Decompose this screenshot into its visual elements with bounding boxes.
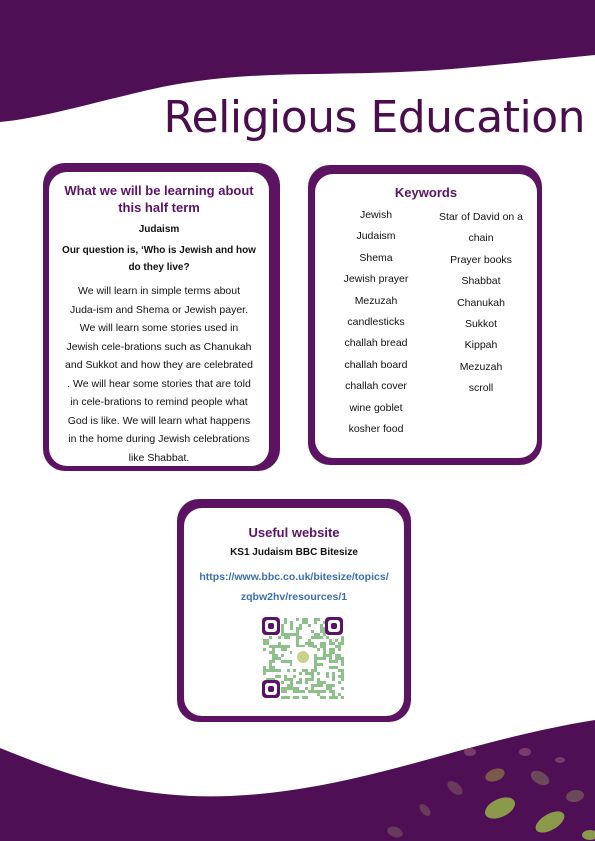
keyword-item: Prayer books [450,253,512,266]
website-heading: Useful website [248,525,340,540]
keywords-right-list [431,207,531,440]
learning-question: Our question is, ‘Who is Jewish and how do they live? [62,245,256,273]
keyword-item: wine goblet [349,401,403,414]
keyword-item: candlesticks [347,316,405,329]
keyword-item: Jewish [359,209,393,221]
page-title: Religious Education [163,92,585,143]
qr-code-icon[interactable] [262,617,344,699]
keyword-item: challah cover [345,380,407,393]
keyword-item: Star of David on a chain [438,211,524,245]
keyword-item: Shema [359,251,393,264]
keyword-item: Sukkot [464,318,498,331]
learning-card [49,172,269,466]
keyword-item: Shabbat [461,275,501,288]
keyword-item: scroll [468,382,494,395]
website-link[interactable]: https://www.bbc.co.uk/bitesize/topics/zqbw2hv/resources/1 [199,571,389,603]
learning-heading: What we will be learning about this half term [64,183,254,215]
keywords-card [315,174,537,458]
keyword-item: Mezuzah [459,360,503,373]
keyword-item: Jewish prayer [343,273,409,286]
keyword-item: challah bread [344,337,408,350]
keyword-item: challah board [344,358,408,371]
keyword-item: Judaism [356,230,396,243]
keywords-heading: Keywords [394,185,458,200]
learning-topic: Judaism [138,224,180,235]
keyword-item: Mezuzah [354,294,398,307]
keyword-item: Kippah [464,339,498,352]
keyword-item: Chanukah [457,296,505,309]
website-name: KS1 Judaism BBC Bitesize [230,547,358,558]
keyword-item: kosher food [348,423,404,436]
learning-body: We will learn in simple terms about Juda-ism and Shema or Jewish payer. We will learn some stories used in Jewish cele-brations such as Chanukah and Sukkot and how they are celebrated . We will hear some stories that are told in cele-brations to remind people what God is like. We will learn what happens in the home during Jewish celebrations like Shabbat. [65,285,253,464]
keywords-left-list [321,205,431,440]
